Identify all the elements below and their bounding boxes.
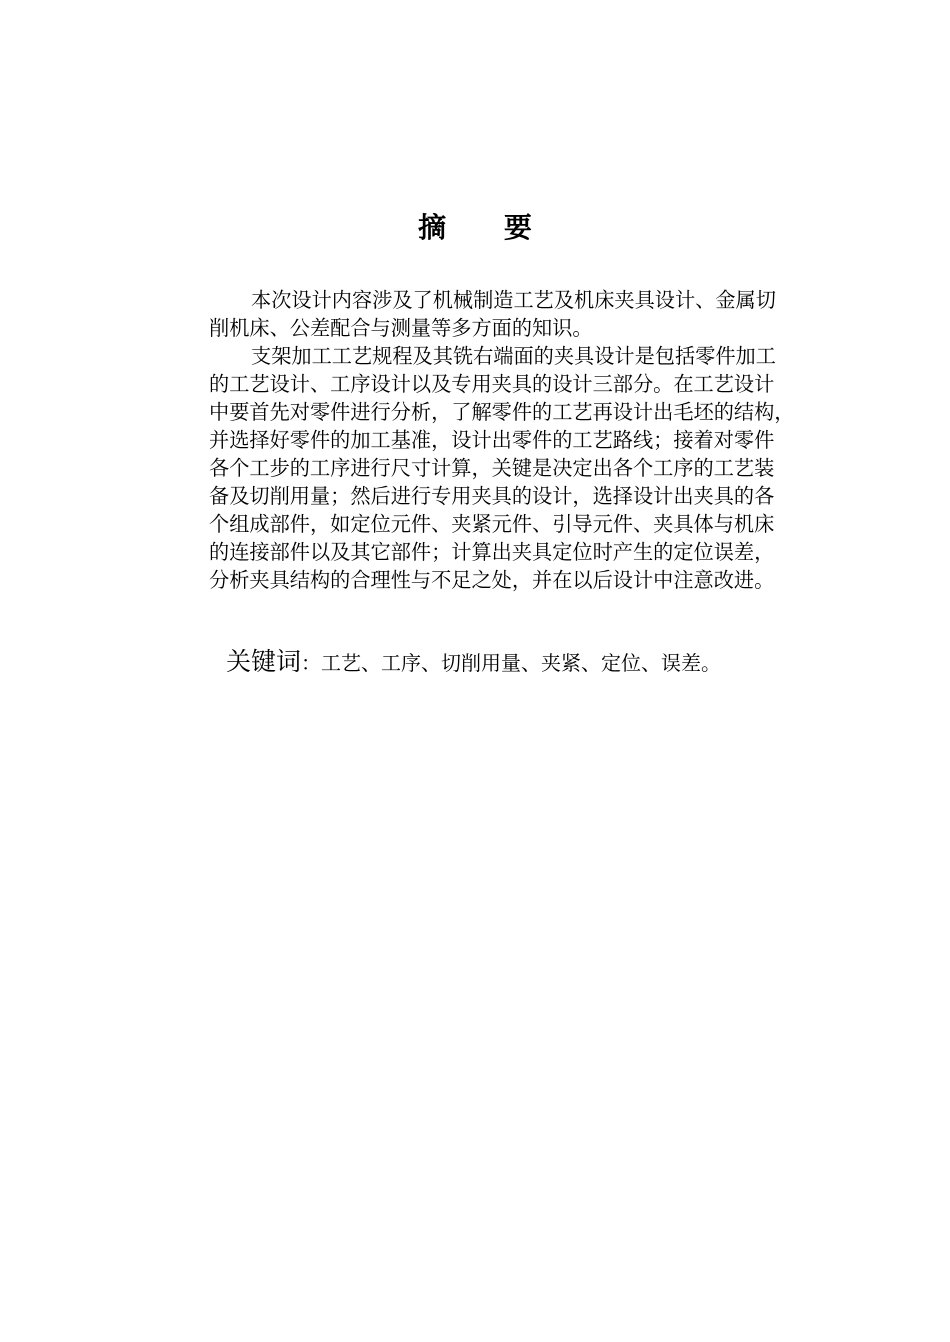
keywords-label: 关键词 [226,647,302,676]
paragraph-line: 备及切削用量；然后进行专用夹具的设计，选择设计出夹具的各 [209,484,775,508]
paragraph-line: 个组成部件，如定位元件、夹紧元件、引导元件、夹具体与机床 [209,512,775,536]
keywords-line [226,645,826,680]
paragraph-line: 并选择好零件的加工基准，设计出零件的工艺路线；接着对零件 [209,428,775,452]
paragraph-line: 的连接部件以及其它部件；计算出夹具定位时产生的定位误差， [209,540,775,564]
paragraph-line: 的工艺设计、工序设计以及专用夹具的设计三部分。在工艺设计 [209,372,775,396]
paragraph-2 [167,342,803,594]
paragraph-line: 中要首先对零件进行分析，了解零件的工艺再设计出毛坯的结构， [209,400,795,424]
paragraph-1 [167,286,803,342]
keywords-colon: ： [301,651,322,675]
paragraph-line: 支架加工工艺规程及其铣右端面的夹具设计是包括零件加工 [251,344,776,368]
abstract-title: 摘 要 [418,211,556,244]
paragraph-line: 削机床、公差配合与测量等多方面的知识。 [209,316,593,340]
abstract-body [167,286,803,594]
keywords-text: 工艺、工序、切削用量、夹紧、定位、误差。 [321,651,722,675]
paragraph-line: 各个工步的工序进行尺寸计算，关键是决定出各个工序的工艺装 [209,456,775,480]
paragraph-line: 本次设计内容涉及了机械制造工艺及机床夹具设计、金属切 [251,288,776,312]
paragraph-line: 分析夹具结构的合理性与不足之处，并在以后设计中注意改进。 [209,568,775,592]
